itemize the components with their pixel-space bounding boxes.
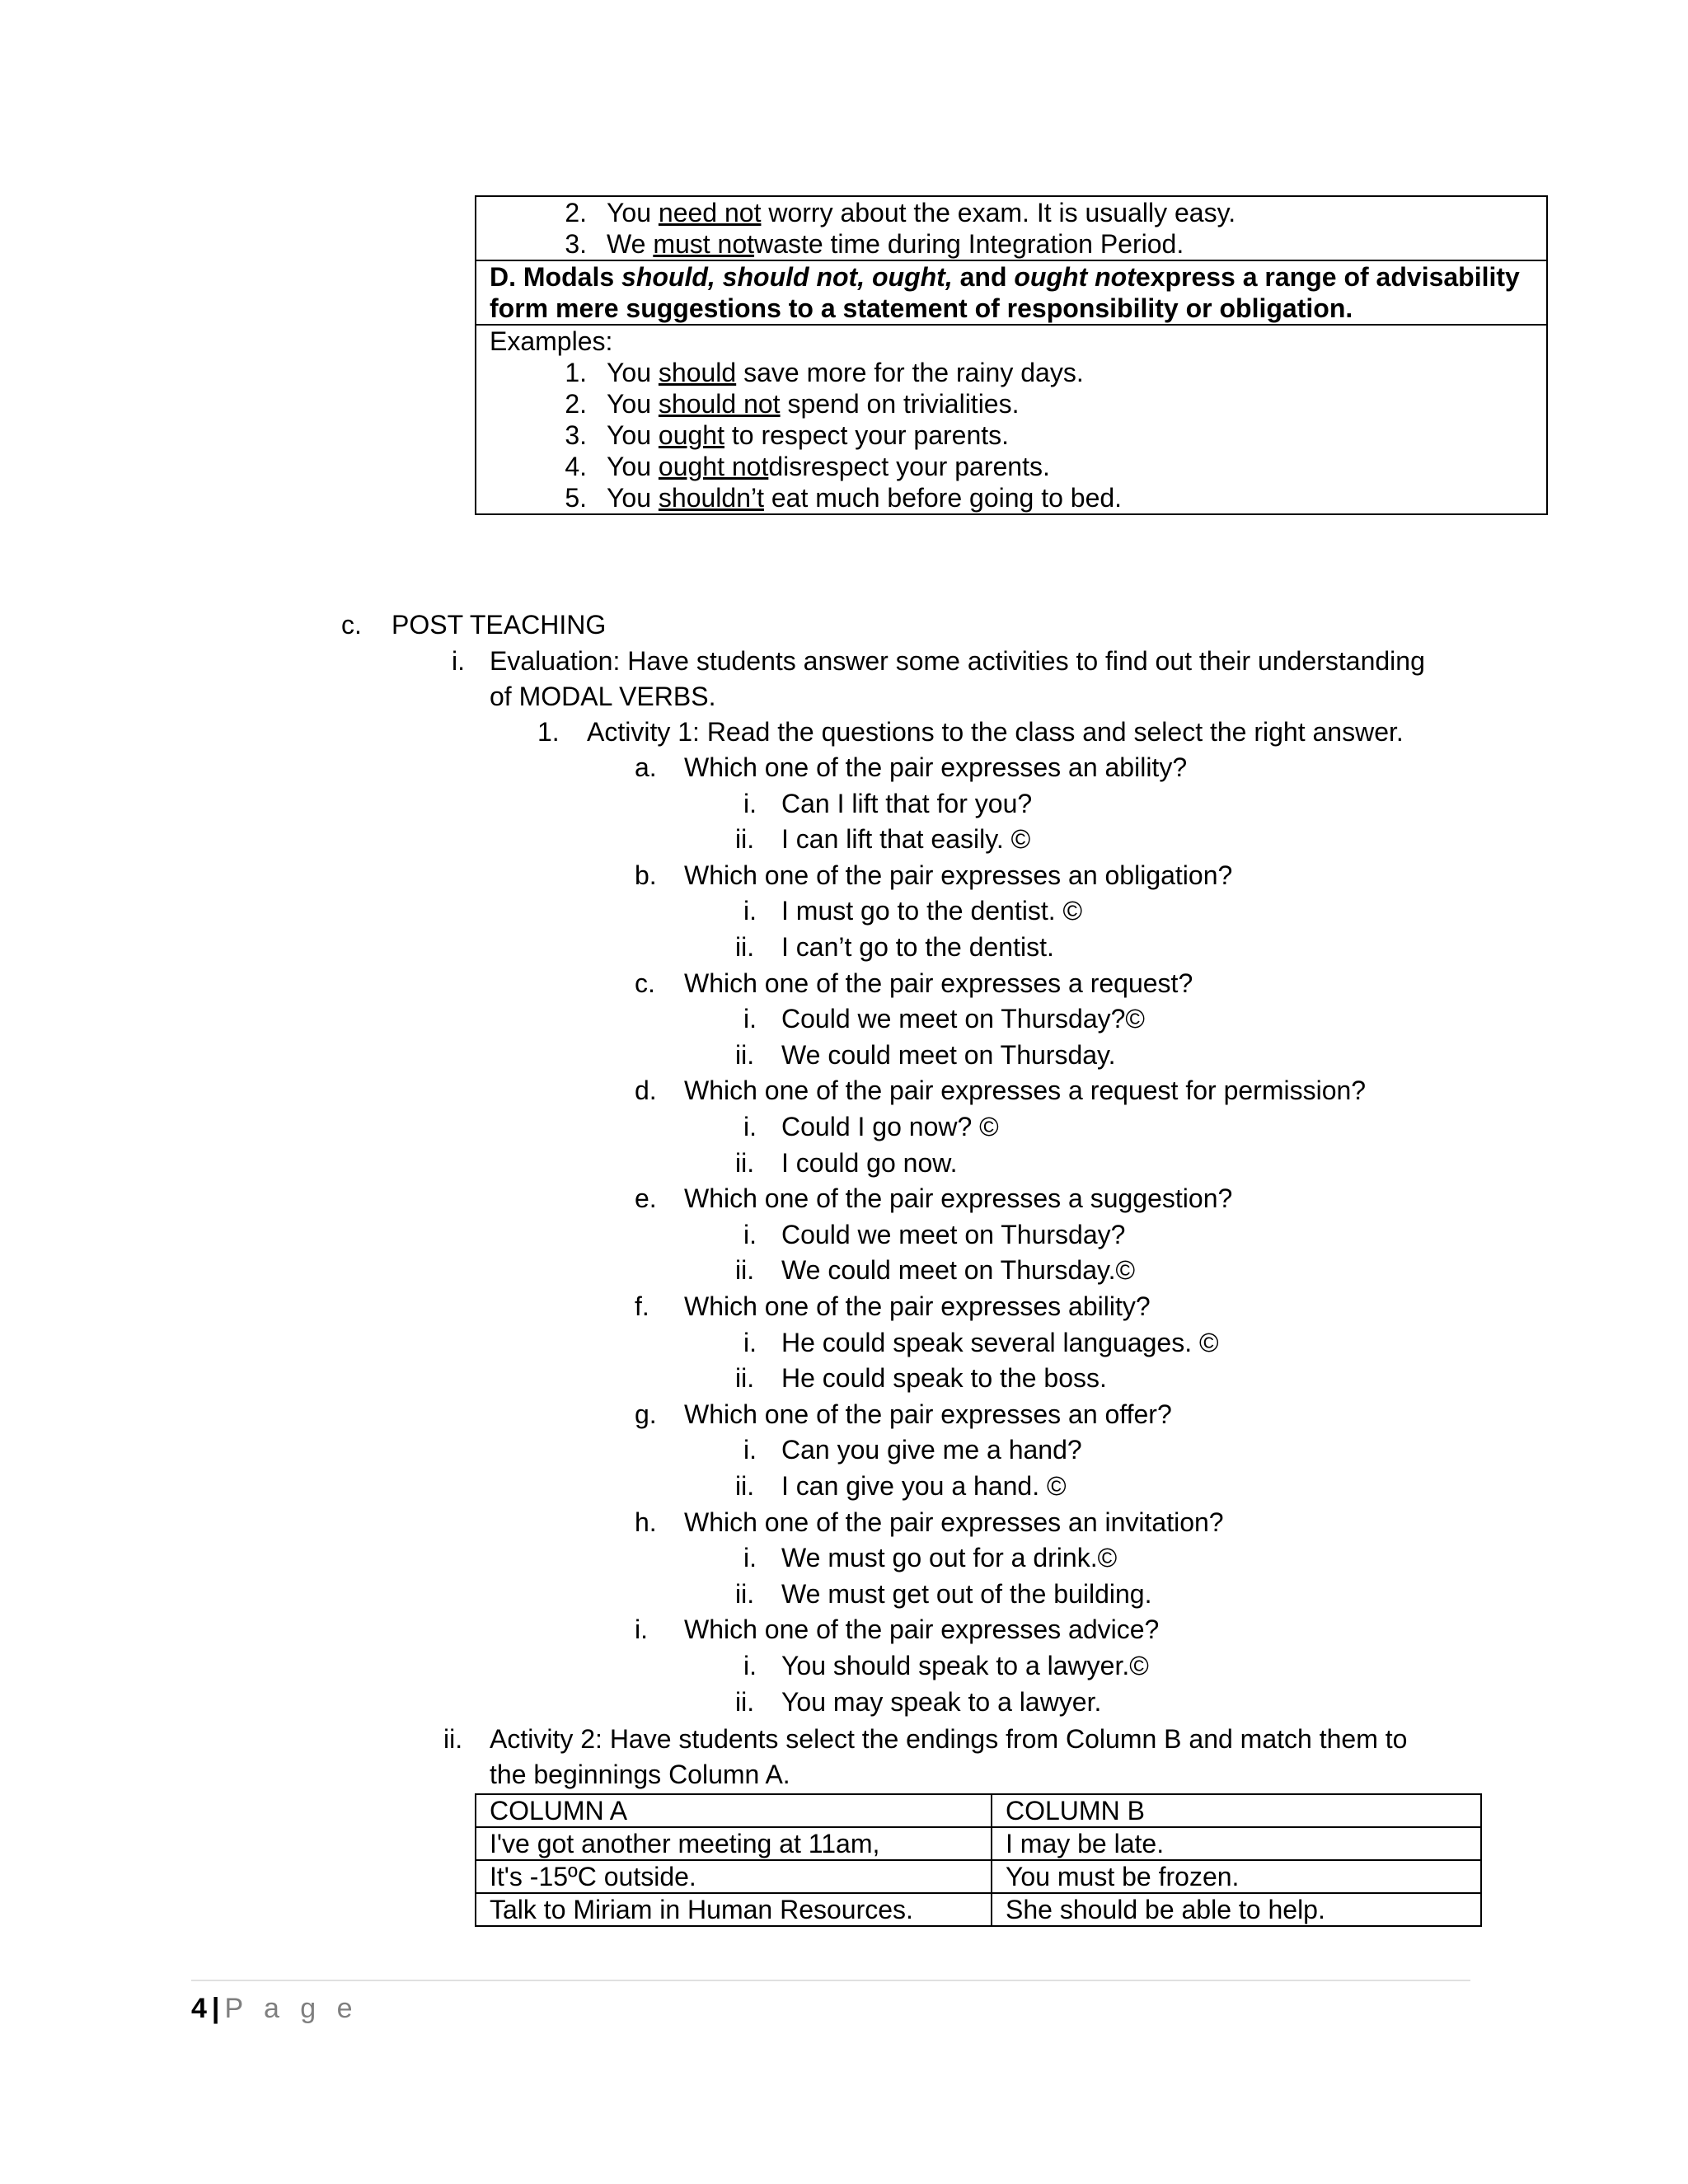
option-i-marker: i. xyxy=(743,1651,757,1680)
modal-table-heading: D. Modals should, should not, ought, and ought notexpress a range of advisability form mere suggestions to a statement of responsibility or obligation. xyxy=(490,262,1520,323)
question-marker: e. xyxy=(635,1183,657,1213)
footer-divider xyxy=(191,1980,1470,1981)
option-ii-marker: ii. xyxy=(735,1579,755,1609)
page-label: P a g e xyxy=(224,1993,359,2024)
table-cell: I may be late. xyxy=(992,1827,1481,1860)
list-item: 2. You should not spend on trivialities. xyxy=(565,389,1020,419)
option-ii-marker: ii. xyxy=(735,1363,755,1393)
option-ii-marker: ii. xyxy=(735,932,755,962)
question-marker: a. xyxy=(635,752,657,782)
column-a-header: COLUMN A xyxy=(476,1794,992,1827)
question-marker: c. xyxy=(635,968,655,998)
footer-separator: | xyxy=(211,1993,220,2024)
question-text: Which one of the pair expresses a request? xyxy=(684,968,1193,998)
option-ii-marker: ii. xyxy=(735,1148,755,1178)
section-title: POST TEACHING xyxy=(392,610,607,640)
option-i-marker: i. xyxy=(743,1004,757,1033)
question-marker: i. xyxy=(635,1615,648,1644)
option-ii-text: You may speak to a lawyer. xyxy=(781,1687,1102,1717)
list-item: 5. You shouldn’t eat much before going to bed. xyxy=(565,483,1123,513)
option-i-text: Could I go now? © xyxy=(781,1112,999,1141)
option-i-marker: i. xyxy=(743,896,757,926)
option-i-text: Could we meet on Thursday? xyxy=(781,1220,1126,1249)
table-cell: You must be frozen. xyxy=(992,1860,1481,1893)
list-item: 2. You need not worry about the exam. It is usually easy. xyxy=(565,198,1236,227)
option-ii-text: We could meet on Thursday. xyxy=(781,1040,1116,1070)
list-item: 4. You ought notdisrespect your parents. xyxy=(565,452,1050,481)
option-i-marker: i. xyxy=(743,1112,757,1141)
modal-table-heading-row xyxy=(476,260,1547,325)
option-ii-marker: ii. xyxy=(735,1687,755,1717)
option-i-marker: i. xyxy=(743,1435,757,1465)
option-ii-marker: ii. xyxy=(735,1471,755,1501)
option-i-text: Can I lift that for you? xyxy=(781,789,1033,818)
page-number: 4 xyxy=(191,1993,207,2024)
list-item: 1. You should save more for the rainy days. xyxy=(565,358,1084,387)
question-text: Which one of the pair expresses a request for permission? xyxy=(684,1076,1367,1105)
list-item: 3. You ought to respect your parents. xyxy=(565,420,1010,450)
option-i-text: I must go to the dentist. © xyxy=(781,896,1083,926)
matching-table xyxy=(475,1793,1482,1927)
evaluation-line-2: of MODAL VERBS. xyxy=(490,682,716,711)
option-ii-text: We must get out of the building. xyxy=(781,1579,1152,1609)
table-row xyxy=(476,1893,1481,1926)
option-i-text: We must go out for a drink.© xyxy=(781,1543,1118,1572)
option-i-marker: i. xyxy=(743,789,757,818)
option-ii-marker: ii. xyxy=(735,1040,755,1070)
option-ii-text: I can’t go to the dentist. xyxy=(781,932,1054,962)
question-text: Which one of the pair expresses an ability? xyxy=(684,752,1188,782)
page-footer xyxy=(191,1993,359,2025)
table-row xyxy=(476,1827,1481,1860)
question-text: Which one of the pair expresses an obligation? xyxy=(684,860,1233,890)
option-ii-text: He could speak to the boss. xyxy=(781,1363,1107,1393)
question-marker: d. xyxy=(635,1076,657,1105)
question-text: Which one of the pair expresses a suggestion? xyxy=(684,1183,1233,1213)
modal-table-examples-row xyxy=(476,325,1547,514)
question-text: Which one of the pair expresses an invitation? xyxy=(684,1507,1224,1537)
evaluation-line-1: Evaluation: Have students answer some activities to find out their understanding xyxy=(490,646,1425,676)
section-marker: c. xyxy=(341,610,362,640)
modal-table xyxy=(475,195,1548,515)
option-ii-text: I can lift that easily. © xyxy=(781,824,1031,854)
activity2-line-2: the beginnings Column A. xyxy=(490,1760,790,1789)
question-marker: f. xyxy=(635,1291,649,1321)
table-row xyxy=(476,1860,1481,1893)
table-cell: She should be able to help. xyxy=(992,1893,1481,1926)
option-ii-marker: ii. xyxy=(735,824,755,854)
activity1-marker: 1. xyxy=(537,717,560,747)
option-ii-text: I can give you a hand. © xyxy=(781,1471,1067,1501)
option-i-marker: i. xyxy=(743,1328,757,1357)
option-i-text: He could speak several languages. © xyxy=(781,1328,1219,1357)
question-marker: g. xyxy=(635,1399,657,1429)
option-i-marker: i. xyxy=(743,1220,757,1249)
table-cell: It's -15ºC outside. xyxy=(476,1860,992,1893)
question-text: Which one of the pair expresses advice? xyxy=(684,1615,1160,1644)
question-marker: b. xyxy=(635,860,657,890)
option-i-text: You should speak to a lawyer.© xyxy=(781,1651,1149,1680)
table-cell: I've got another meeting at 11am, xyxy=(476,1827,992,1860)
question-text: Which one of the pair expresses ability? xyxy=(684,1291,1151,1321)
column-b-header: COLUMN B xyxy=(992,1794,1481,1827)
option-ii-text: We could meet on Thursday.© xyxy=(781,1255,1136,1285)
option-i-text: Could we meet on Thursday?© xyxy=(781,1004,1145,1033)
option-ii-marker: ii. xyxy=(735,1255,755,1285)
examples-label: Examples: xyxy=(490,326,613,356)
table-cell: Talk to Miriam in Human Resources. xyxy=(476,1893,992,1926)
modal-table-row-1 xyxy=(476,196,1547,260)
option-i-text: Can you give me a hand? xyxy=(781,1435,1082,1465)
list-item: 3. We must notwaste time during Integration Period. xyxy=(565,229,1184,259)
evaluation-marker: i. xyxy=(452,646,465,676)
table-header-row xyxy=(476,1794,1481,1827)
activity1-text: Activity 1: Read the questions to the class and select the right answer. xyxy=(587,717,1404,747)
option-ii-text: I could go now. xyxy=(781,1148,958,1178)
activity2-marker: ii. xyxy=(443,1724,463,1754)
question-text: Which one of the pair expresses an offer? xyxy=(684,1399,1172,1429)
option-i-marker: i. xyxy=(743,1543,757,1572)
activity2-line-1: Activity 2: Have students select the endings from Column B and match them to xyxy=(490,1724,1408,1754)
question-marker: h. xyxy=(635,1507,657,1537)
